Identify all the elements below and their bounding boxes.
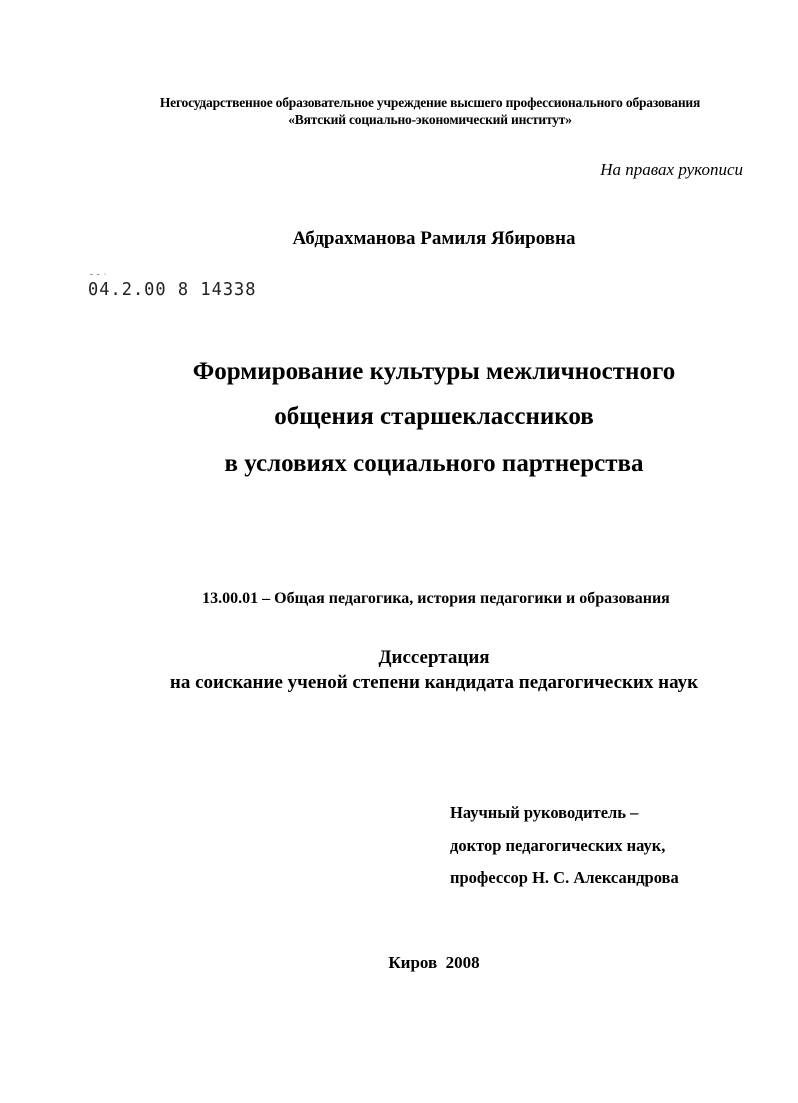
stamp-marks: ˘˘˙: [89, 273, 110, 282]
author-name: Абдрахманова Рамиля Ябировна: [292, 228, 576, 249]
title-line-2: общения старшеклассников: [274, 403, 594, 430]
dissertation-heading: Диссертация: [378, 647, 490, 668]
supervisor-line-3: профессор Н. С. Александрова: [450, 868, 679, 887]
title-line-3: в условиях социального партнерства: [224, 450, 644, 477]
institution-line-2: «Вятский социально-экономический институт»: [288, 112, 572, 127]
place-year: Киров 2008: [388, 953, 480, 972]
title-line-1: Формирование культуры межличностного: [192, 358, 676, 385]
specialty-code: 13.00.01 – Общая педагогика, история педагогики и образования: [202, 590, 670, 607]
archive-stamp: 04.2.00 8 14338: [88, 279, 257, 301]
dissertation-purpose: на соискание ученой степени кандидата педагогических наук: [169, 672, 699, 693]
manuscript-note: На правах рукописи: [600, 160, 743, 179]
supervisor-line-2: доктор педагогических наук,: [450, 836, 666, 855]
institution-line-1: Негосударственное образовательное учреждение высшего профессионального образования: [159, 95, 701, 110]
supervisor-line-1: Научный руководитель –: [450, 803, 639, 822]
